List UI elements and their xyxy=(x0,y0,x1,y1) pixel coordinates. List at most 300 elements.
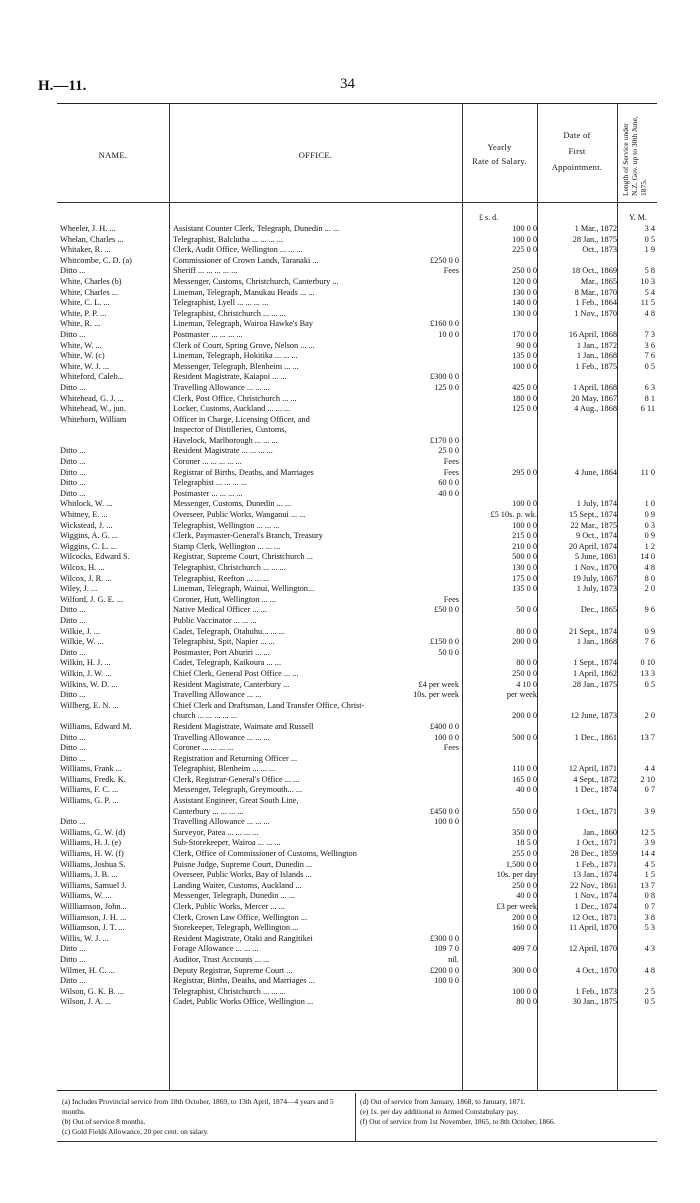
table-row xyxy=(57,966,657,977)
table-row xyxy=(57,266,657,277)
cell-salary: 425 0 0 xyxy=(512,382,537,392)
cell-salary: 250 0 0 xyxy=(512,668,537,678)
table-row xyxy=(57,637,657,648)
cell-name: Whiteford, Caleb... xyxy=(60,372,124,382)
cell-salary: 200 0 0 xyxy=(512,711,537,721)
cell-name: Williams, J. B. ... xyxy=(60,870,118,880)
cell-office: Telegraphist ... ... ... ... xyxy=(173,478,248,488)
cell-date: 15 Sept., 1874 xyxy=(569,510,617,520)
table-row xyxy=(57,309,657,320)
cell-name: Wilkins, W. D. ... xyxy=(60,679,118,689)
table-row xyxy=(57,446,657,457)
cell-name: Williamson, J. T. ... xyxy=(60,923,125,933)
cell-salary: 40 0 0 xyxy=(516,785,537,795)
cell-salary: 500 0 0 xyxy=(512,732,537,742)
table-row xyxy=(57,468,657,479)
cell-office: Telegraphist, Christchurch ... ... ... xyxy=(173,308,286,318)
cell-salary: 250 0 0 xyxy=(512,880,537,890)
cell-salary: 4 10 0 xyxy=(516,679,537,689)
cell-length: 12 5 xyxy=(640,827,655,837)
table-row xyxy=(57,669,657,680)
cell-salary: 80 0 0 xyxy=(516,997,537,1007)
table-row xyxy=(57,372,657,383)
cell-name: Whitlock, W. ... xyxy=(60,499,113,509)
cell-office: Telegraphist, Balclutha ... ... ... ... xyxy=(173,234,284,244)
cell-office: Overseer, Public Works, Bay of Islands ... xyxy=(173,870,312,880)
cell-salary: 100 0 0 xyxy=(512,499,537,509)
cell-length: 0 8 xyxy=(644,891,655,901)
cell-length: 4 8 xyxy=(644,965,655,975)
cell-salary: 130 0 0 xyxy=(512,563,537,572)
cell-office: Clerk, Post Office, Christchurch ... ... xyxy=(173,393,297,403)
table-row xyxy=(57,934,657,945)
cell-office: Telegraphist, Blenheim ... ... ... xyxy=(173,764,276,774)
cell-length: 7 6 xyxy=(644,351,655,361)
cell-office: Public Vaccinator ... ... ... xyxy=(173,615,257,625)
table-row xyxy=(57,796,657,807)
cell-office: Registration and Returning Officer ... xyxy=(173,753,298,763)
cell-office: Telegraphist, Christchurch ... ... ... xyxy=(173,986,286,996)
cell-length: 5 8 xyxy=(644,266,655,276)
cell-supplement: £170 0 0 xyxy=(429,435,459,445)
cell-salary: 110 0 0 xyxy=(512,764,537,774)
table-row xyxy=(57,976,657,987)
cell-office: Stamp Clerk, Wellington ... ... ... xyxy=(173,541,281,551)
cell-salary: 500 0 0 xyxy=(512,552,537,562)
table-row xyxy=(57,224,657,235)
cell-office: Lineman, Telegraph, Wairoa Hawke's Bay xyxy=(173,319,314,329)
table-row xyxy=(57,277,657,288)
cell-office: Cadet, Public Works Office, Wellington ... xyxy=(173,997,314,1007)
cell-office: Surveyor, Patea ... ... ... ... xyxy=(173,827,259,837)
cell-supplement: 50 0 0 xyxy=(438,647,459,657)
table-row xyxy=(57,245,657,256)
cell-length: 0 5 xyxy=(644,997,655,1007)
cell-date: 20 May, 1867 xyxy=(571,393,617,403)
cell-office: Clerk, Registrar-General's Office ... ... xyxy=(173,774,300,784)
cell-length: 1 0 xyxy=(644,499,655,509)
cell-office: Coroner, Hutt, Wellington ... ... xyxy=(173,594,277,604)
cell-office: Postmaster ... ... ... ... xyxy=(173,488,243,498)
cell-supplement: Fees xyxy=(443,743,459,753)
cell-length: 14 0 xyxy=(640,552,655,562)
cell-name: Willis, W. J. ... xyxy=(60,933,109,943)
cell-name: Wilkie, W. ... xyxy=(60,637,104,647)
cell-office: Telegraphist, Reefton ... ... ... xyxy=(173,573,270,583)
cell-office: Commissioner of Crown Lands, Taranaki ... xyxy=(173,255,319,265)
cell-name: Wheeler, J. H. ... xyxy=(60,224,116,233)
cell-salary: 100 0 0 xyxy=(512,361,537,371)
table-row xyxy=(57,415,657,426)
cell-supplement: 100 0 0 xyxy=(434,732,459,742)
cell-office: Cadet, Telegraph, Otahuhu... ... ... xyxy=(173,626,285,636)
cell-office: Postmaster, Port Ahuriri ... ... xyxy=(173,647,270,657)
cell-name: Wilson, G. K. B. ... xyxy=(60,986,124,996)
cell-office: Telegraphist, Spit, Napier ... ... xyxy=(173,637,275,647)
cell-salary: 295 0 0 xyxy=(512,467,537,477)
cell-office: Resident Magistrate, Kaiapoi ... ... xyxy=(173,372,287,382)
table-row xyxy=(57,648,657,659)
cell-office: Forage Allowance ... ... ... xyxy=(173,944,259,954)
cell-salary: 215 0 0 xyxy=(512,531,537,541)
cell-length: 0 7 xyxy=(644,902,655,911)
cell-office: Overseer, Public Works, Wanganui ... ... xyxy=(173,510,306,520)
cell-name: Ditto ... xyxy=(60,615,86,625)
cell-name: Whitehead, G. J. ... xyxy=(60,393,124,403)
cell-salary: 100 0 0 xyxy=(512,986,537,996)
cell-date: 22 Mar., 1875 xyxy=(570,520,617,530)
table-row xyxy=(57,785,657,796)
cell-salary: 120 0 0 xyxy=(512,276,537,286)
table-row xyxy=(57,531,657,542)
table-row xyxy=(57,711,657,722)
table-row xyxy=(57,341,657,352)
cell-salary: 210 0 0 xyxy=(512,541,537,551)
cell-salary: 125 0 0 xyxy=(512,404,537,414)
cell-date: 4 Aug., 1868 xyxy=(574,404,617,414)
footnote-e: (e) 1s. per day additional to Armed Constabulary pay. xyxy=(360,1107,519,1116)
cell-name: Wiggins, C. L. ... xyxy=(60,541,118,551)
cell-salary: £5 10s. p. wk. xyxy=(490,510,537,520)
cell-length: 4 8 xyxy=(644,563,655,572)
footnotes-left xyxy=(62,1097,352,1137)
cell-name: Williams, Samuel J. xyxy=(60,880,127,890)
cell-office: Clerk, Office of Commissioner of Customs, Wellington xyxy=(173,849,357,859)
cell-date: 1 April, 1862 xyxy=(572,668,617,678)
cell-office: church ... ... ... ... ... xyxy=(173,711,238,721)
units-length: Y. M. xyxy=(629,213,647,222)
cell-name: Wilkie, J. ... xyxy=(60,626,100,636)
cell-salary: per week xyxy=(506,690,537,700)
cell-office: Resident Magistrate ... ... ... ... xyxy=(173,446,273,456)
table-row xyxy=(57,584,657,595)
cell-length: 1 5 xyxy=(644,870,655,880)
table-body xyxy=(57,224,657,1008)
cell-supplement: 25 0 0 xyxy=(438,446,459,456)
cell-name: Ditto ... xyxy=(60,446,86,456)
cell-length: 4 4 xyxy=(644,764,655,774)
cell-name: White, W. (c) xyxy=(60,351,105,361)
cell-date: 1 Dec., 1861 xyxy=(574,732,617,742)
cell-length: 1 2 xyxy=(644,541,655,551)
cell-date: 12 Oct., 1871 xyxy=(571,912,617,922)
cell-supplement: 100 0 0 xyxy=(434,976,459,986)
cell-salary: 225 0 0 xyxy=(512,245,537,255)
cell-name: Ditto ... xyxy=(60,954,86,964)
table-row xyxy=(57,627,657,638)
cell-date: 28 Jan., 1875 xyxy=(572,234,617,244)
cell-date: Jan., 1860 xyxy=(583,827,617,837)
cell-supplement: Fees xyxy=(443,266,459,276)
cell-length: 6 3 xyxy=(644,382,655,392)
cell-length: 2 0 xyxy=(644,711,655,721)
cell-supplement: 60 0 0 xyxy=(438,478,459,488)
cell-supplement: 10s. per week xyxy=(413,690,459,700)
cell-office: Messenger, Telegraph, Greymouth... ... xyxy=(173,785,303,795)
cell-name: Ditto ... xyxy=(60,647,86,657)
cell-supplement: £50 0 0 xyxy=(434,605,459,615)
table-row xyxy=(57,997,657,1008)
cell-date: 20 April, 1874 xyxy=(568,541,617,551)
cell-name: Willliamson, John... xyxy=(60,902,127,911)
table-row xyxy=(57,552,657,563)
cell-length: 0 5 xyxy=(644,679,655,689)
header-date-2: First xyxy=(568,146,586,156)
cell-salary: 80 0 0 xyxy=(516,658,537,668)
cell-name: Ditto ... xyxy=(60,329,86,339)
table-row xyxy=(57,489,657,500)
cell-name: Williams, G. P. ... xyxy=(60,796,119,806)
header-office: OFFICE. xyxy=(298,150,333,160)
cell-date: 1 Oct., 1871 xyxy=(575,806,617,816)
cell-date: 1 Mar., 1872 xyxy=(574,224,617,233)
cell-office: Assistant Counter Clerk, Telegraph, Dunedin ... ... xyxy=(173,224,340,233)
table-row xyxy=(57,319,657,330)
table-row xyxy=(57,881,657,892)
cell-supplement: 125 0 0 xyxy=(434,382,459,392)
cell-length: 0 9 xyxy=(644,626,655,636)
cell-salary: 90 0 0 xyxy=(516,340,537,350)
cell-supplement: £160 0 0 xyxy=(429,319,459,329)
table-row xyxy=(57,457,657,468)
cell-salary: 135 0 0 xyxy=(512,351,537,361)
header-length: Length of Service under N.Z. Gov. up to 30th June, 1875. xyxy=(621,116,648,196)
cell-name: Wilford, J. G. E. ... xyxy=(60,594,124,604)
cell-length: 14 4 xyxy=(640,849,655,859)
cell-name: Ditto ... xyxy=(60,944,86,954)
table-row xyxy=(57,574,657,585)
cell-salary: 18 5 0 xyxy=(516,838,537,848)
cell-office: Messenger, Telegraph, Blenheim ... ... xyxy=(173,361,299,371)
cell-office: Travelling Allowance ... ... xyxy=(173,690,262,700)
cell-salary: 100 0 0 xyxy=(512,520,537,530)
cell-length: 13 7 xyxy=(640,732,655,742)
table-row xyxy=(57,330,657,341)
cell-name: White, P. P. ... xyxy=(60,308,107,318)
cell-supplement: 40 0 0 xyxy=(438,488,459,498)
cell-supplement: £250 0 0 xyxy=(429,255,459,265)
cell-name: Wiley, J. ... xyxy=(60,584,98,594)
cell-date: 4 Sept., 1872 xyxy=(573,774,617,784)
cell-salary: 1,500 0 0 xyxy=(505,859,537,869)
table-row xyxy=(57,404,657,415)
cell-length: 2 10 xyxy=(640,774,655,784)
cell-salary: 175 0 0 xyxy=(512,573,537,583)
table-row xyxy=(57,838,657,849)
cell-salary: 255 0 0 xyxy=(512,849,537,859)
cell-office: Coroner ... ... ... ... xyxy=(173,743,234,753)
cell-length: 6 11 xyxy=(640,404,655,414)
cell-salary: 130 0 0 xyxy=(512,308,537,318)
table-row xyxy=(57,817,657,828)
cell-date: 1 Feb., 1871 xyxy=(575,859,617,869)
cell-office: Clerk, Audit Office, Wellington ... ... ... xyxy=(173,245,303,255)
cell-salary: 409 7 0 xyxy=(512,944,537,954)
cell-supplement: £450 0 0 xyxy=(429,806,459,816)
cell-salary: 40 0 0 xyxy=(516,891,537,901)
cell-date: 5 June, 1861 xyxy=(574,552,617,562)
cell-name: White, Charles (b) xyxy=(60,276,122,286)
cell-length: 1 9 xyxy=(644,245,655,255)
cell-length: 0 10 xyxy=(640,658,655,668)
cell-length: 2 0 xyxy=(644,584,655,594)
cell-salary: 140 0 0 xyxy=(512,298,537,308)
units-salary: £ s. d. xyxy=(479,213,499,222)
cell-name: Williams, Fredk. K. xyxy=(60,774,126,784)
cell-date: 1 Dec., 1874 xyxy=(574,902,617,911)
table-row xyxy=(57,298,657,309)
cell-office: Resident Magistrate, Waimate and Russell xyxy=(173,721,314,731)
cell-name: Ditto ... xyxy=(60,732,86,742)
table-row xyxy=(57,849,657,860)
cell-length: 2 5 xyxy=(644,986,655,996)
table-row xyxy=(57,870,657,881)
page-id: H.—11. xyxy=(38,78,87,94)
cell-office: Native Medical Officer ... ... xyxy=(173,605,267,615)
cell-name: Ditto ... xyxy=(60,753,86,763)
cell-salary: 350 0 0 xyxy=(512,827,537,837)
cell-office: Resident Magistrate, Otaki and Rangitikei xyxy=(173,933,313,943)
table-row xyxy=(57,754,657,765)
cell-date: 13 Jan., 1874 xyxy=(572,870,617,880)
cell-name: Williams, H. W. (f) xyxy=(60,849,124,859)
cell-name: Williams, F. C. ... xyxy=(60,785,119,795)
cell-supplement: nil. xyxy=(448,954,459,964)
table-row xyxy=(57,288,657,299)
cell-name: Williams, H. J. (e) xyxy=(60,838,121,848)
table-row xyxy=(57,860,657,871)
cell-date: 18 Oct., 1869 xyxy=(571,266,617,276)
cell-office: Auditor, Trust Accounts ... ... xyxy=(173,954,270,964)
cell-date: 1 July, 1874 xyxy=(576,499,617,509)
cell-office: Canterbury ... ... ... ... xyxy=(173,806,244,816)
cell-length: 0 9 xyxy=(644,510,655,520)
cell-office: Registrar, Births, Deaths, and Marriages ... xyxy=(173,976,315,986)
cell-length: 0 5 xyxy=(644,361,655,371)
cell-salary: 135 0 0 xyxy=(512,584,537,594)
cell-office: Storekeeper, Telegraph, Wellington ... xyxy=(173,923,299,933)
cell-date: 1 Jan., 1868 xyxy=(576,637,617,647)
cell-office: Coroner ... ... ... ... ... xyxy=(173,457,242,467)
table-row xyxy=(57,383,657,394)
footnote-a: (a) Includes Provincial service from 18th October, 1869, to 13th April, 1874—4 years and 5 months. xyxy=(62,1097,334,1116)
cell-date: Dec., 1865 xyxy=(580,605,617,615)
cell-date: 4 Oct., 1870 xyxy=(575,965,617,975)
cell-salary: 100 0 0 xyxy=(512,234,537,244)
cell-date: 1 Jan., 1868 xyxy=(576,351,617,361)
cell-date: 28 Jan., 1875 xyxy=(572,679,617,689)
cell-date: 1 Nov., 1870 xyxy=(574,563,617,572)
cell-name: Wilkin, H. J. ... xyxy=(60,658,111,668)
cell-date: 1 Nov., 1870 xyxy=(574,308,617,318)
footnote-divider xyxy=(355,1093,356,1141)
cell-office: Chief Clerk, General Post Office ... ... xyxy=(173,668,299,678)
cell-length: 3 9 xyxy=(644,838,655,848)
cell-salary: 130 0 0 xyxy=(512,287,537,297)
cell-length: 3 6 xyxy=(644,340,655,350)
table-row xyxy=(57,955,657,966)
cell-date: 16 April, 1868 xyxy=(568,329,617,339)
table-row xyxy=(57,944,657,955)
cell-name: White, W. ... xyxy=(60,340,102,350)
cell-name: Ditto ... xyxy=(60,605,86,615)
cell-office: Messenger, Telegraph, Dunedin ... ... xyxy=(173,891,295,901)
cell-date: 8 Mar., 1870 xyxy=(574,287,617,297)
table-row xyxy=(57,923,657,934)
cell-name: Whitcombe, C. D. (a) xyxy=(60,255,132,265)
table-row xyxy=(57,690,657,701)
footnote-f: (f) Out of service from 1st November, 1865, to 8th October, 1866. xyxy=(360,1117,556,1126)
cell-date: 1 Dec., 1874 xyxy=(574,785,617,795)
cell-length: 0 7 xyxy=(644,785,655,795)
cell-office: Lineman, Telegraph, Hokitika ... ... ... xyxy=(173,351,298,361)
cell-supplement: £150 0 0 xyxy=(429,637,459,647)
staff-table xyxy=(57,103,657,1091)
cell-date: 9 Oct., 1874 xyxy=(575,531,617,541)
table-row xyxy=(57,807,657,818)
cell-date: 28 Dec., 1859 xyxy=(570,849,617,859)
cell-salary: 165 0 0 xyxy=(512,774,537,784)
cell-office: Clerk, Paymaster-General's Branch, Treasury xyxy=(173,531,323,541)
table-row xyxy=(57,891,657,902)
table-row xyxy=(57,542,657,553)
cell-salary: £3 per week xyxy=(496,902,537,911)
cell-office: Clerk of Court, Spring Grove, Nelson ... ... xyxy=(173,340,315,350)
cell-supplement: Fees xyxy=(443,467,459,477)
cell-name: Ditto ... xyxy=(60,690,86,700)
table-row xyxy=(57,658,657,669)
footnote-d: (d) Out of service from January, 1868, to January, 1871. xyxy=(360,1097,526,1106)
header-salary-2: Rate of Salary. xyxy=(472,156,527,166)
cell-date: 12 April, 1871 xyxy=(568,764,617,774)
cell-name: Ditto ... xyxy=(60,266,86,276)
cell-length: 10 3 xyxy=(640,276,655,286)
cell-date: 1 Oct., 1871 xyxy=(575,838,617,848)
table-row xyxy=(57,605,657,616)
cell-office: Havelock, Marlborough ... ... ... xyxy=(173,435,278,445)
cell-name: Wilmer, H. C. ... xyxy=(60,965,115,975)
cell-office: Telegraphist, Wellington ... ... ... xyxy=(173,520,280,530)
cell-length: 4 5 xyxy=(644,859,655,869)
cell-name: Ditto ... xyxy=(60,382,86,392)
cell-supplement: Fees xyxy=(443,594,459,604)
cell-name: Whitaker, R. ... xyxy=(60,245,111,255)
table-row xyxy=(57,425,657,436)
cell-office: Assistant Engineer, Great South Line, xyxy=(173,796,299,806)
cell-date: 1 Sept., 1874 xyxy=(573,658,617,668)
cell-salary: 170 0 0 xyxy=(512,329,537,339)
cell-name: Ditto ... xyxy=(60,488,86,498)
table-row xyxy=(57,764,657,775)
cell-length: 7 6 xyxy=(644,637,655,647)
table-row xyxy=(57,563,657,574)
cell-salary: 200 0 0 xyxy=(512,637,537,647)
cell-length: 0 5 xyxy=(644,234,655,244)
cell-supplement: 100 0 0 xyxy=(434,817,459,827)
header-date-3: Appointment. xyxy=(551,162,603,172)
cell-office: Travelling Allowance ... ... ... xyxy=(173,382,270,392)
cell-date: 1 Feb., 1873 xyxy=(575,986,617,996)
cell-office: Resident Magistrate, Canterbury ... xyxy=(173,679,290,689)
cell-supplement: £300 0 0 xyxy=(429,372,459,382)
cell-name: Williams, Frank ... xyxy=(60,764,122,774)
cell-date: 12 June, 1873 xyxy=(570,711,617,721)
cell-salary: 200 0 0 xyxy=(512,912,537,922)
cell-supplement: £400 0 0 xyxy=(429,721,459,731)
cell-date: 12 April, 1870 xyxy=(568,944,617,954)
cell-date: 4 June, 1864 xyxy=(574,467,617,477)
cell-office: Lineman, Telegraph, Manukau Heads ... ... xyxy=(173,287,315,297)
